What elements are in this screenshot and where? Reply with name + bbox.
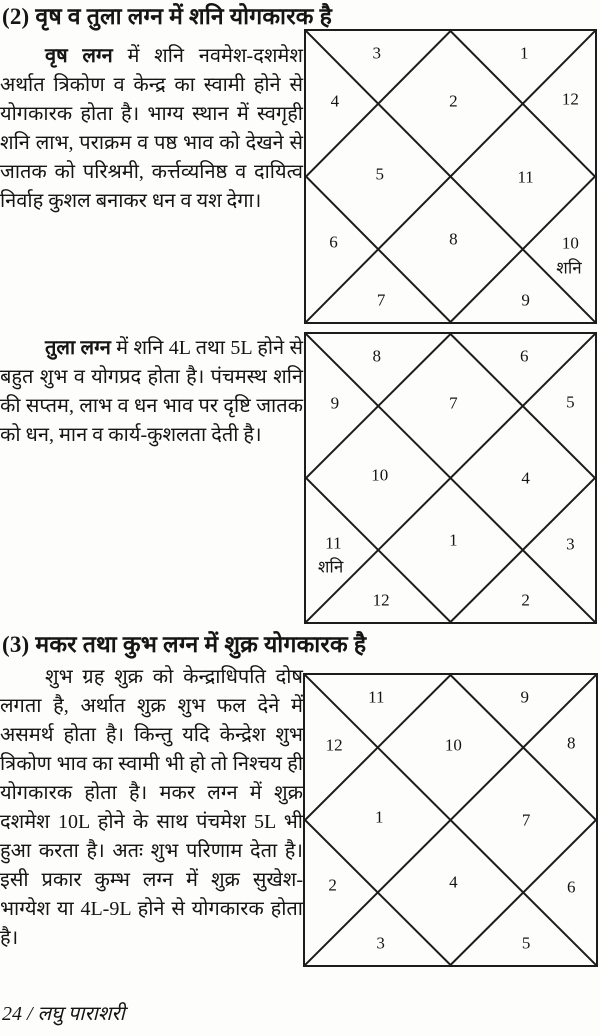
house-sign: 6	[329, 232, 338, 252]
house-sign: 3	[566, 534, 575, 554]
house-sign: 5	[375, 164, 384, 184]
section-2-paragraph-1	[0, 42, 303, 216]
saturn-label: शनि	[556, 258, 582, 278]
house-sign: 1	[519, 43, 529, 63]
section-2-paragraph-2	[0, 334, 303, 450]
house-sign: 3	[376, 933, 385, 953]
house-sign: 1	[374, 807, 384, 827]
kundali-chart-taurus	[304, 29, 597, 324]
kundali-chart-capricorn	[303, 673, 598, 967]
house-sign: 10	[444, 735, 462, 755]
house-sign: 2	[521, 590, 530, 610]
kundali-grid-lines	[306, 31, 595, 322]
house-sign: 6	[519, 346, 529, 366]
kundali-chart-libra	[304, 332, 597, 624]
paragraph-lead-libra: तुला लग्न	[45, 337, 111, 359]
house-sign: 10	[371, 465, 389, 485]
house-sign: 2	[449, 91, 458, 111]
kundali-grid-lines	[306, 334, 595, 622]
house-sign: 11	[517, 167, 534, 186]
house-sign: 4	[449, 872, 458, 892]
house-sign: 12	[325, 735, 343, 755]
paragraph-body: में शनि 4L तथा 5L होने से बहुत शुभ व योगप्रद होता है। पंचमस्थ शनि की सप्तम, लाभ व धन भाव पर दृष्टि जातक को धन, मान व कार्य-कुशलता देती है।	[0, 337, 303, 446]
house-sign: 11	[368, 687, 385, 707]
house-sign: 5	[566, 392, 575, 412]
section-2-heading: (2) वृष व तुला लग्न में शनि योगकारक है	[2, 4, 333, 29]
house-sign: 7	[521, 810, 531, 830]
section-3-paragraph-1	[0, 663, 303, 953]
house-sign: 11	[325, 533, 342, 553]
house-sign: 6	[567, 877, 576, 897]
saturn-label: शनि	[317, 557, 344, 577]
house-sign: 10	[561, 233, 579, 253]
house-sign: 8	[372, 346, 382, 366]
house-sign: 12	[561, 89, 579, 109]
house-sign: 2	[328, 875, 337, 895]
house-sign: 7	[449, 393, 458, 413]
paragraph-body: शुभ ग्रह शुक्र को केन्द्राधिपति दोष लगता है, अर्थात शुक्र शुभ फल देने में असमर्थ होता है। किन्तु यदि केन्द्रेश शुभ त्रिकोण भाव का स्वामी भी हो तो निश्चय ही योगकारक होता है। मकर लग्न में शुक्र दशमेश 10L होने के साथ पंचमेश 5L भी हुआ करता है। अतः शुभ परिणाम देता है। इसी प्रकार कुम्भ लग्न में शुक्र सुखेश-भाग्येश या 4L-9L होने से योगकारक होता है।	[0, 666, 303, 949]
house-sign: 3	[372, 43, 382, 63]
house-sign: 9	[521, 290, 530, 310]
paragraph-lead-taurus: वृष लग्न	[45, 45, 113, 67]
house-sign: 7	[376, 290, 386, 310]
house-sign: 8	[567, 733, 576, 753]
house-sign: 4	[521, 468, 530, 488]
kundali-grid-lines	[305, 675, 596, 965]
house-sign: 12	[372, 590, 390, 610]
house-sign: 1	[449, 530, 458, 550]
house-sign: 4	[330, 91, 340, 111]
house-sign: 5	[521, 933, 531, 953]
house-sign: 8	[449, 229, 458, 249]
section-3-heading: (3) मकर तथा कुभ लग्न में शुक्र योगकारक है	[2, 632, 367, 657]
house-sign: 9	[520, 687, 529, 707]
house-sign: 9	[330, 393, 340, 413]
paragraph-body: में शनि नवमेश-दशमेश अर्थात त्रिकोण व केन्द्र का स्वामी होने से योगकारक होता है। भाग्य स्थान में स्वगृही शनि लाभ, पराक्रम व पष्ठ भाव को देखने से जातक को परिश्रमी, कर्त्तव्यनिष्ठ व दायित्व निर्वाह कुशल बनाकर धन व यश देगा।	[0, 45, 303, 212]
page-footer: 24 / लघु पाराशरी	[2, 1003, 125, 1025]
